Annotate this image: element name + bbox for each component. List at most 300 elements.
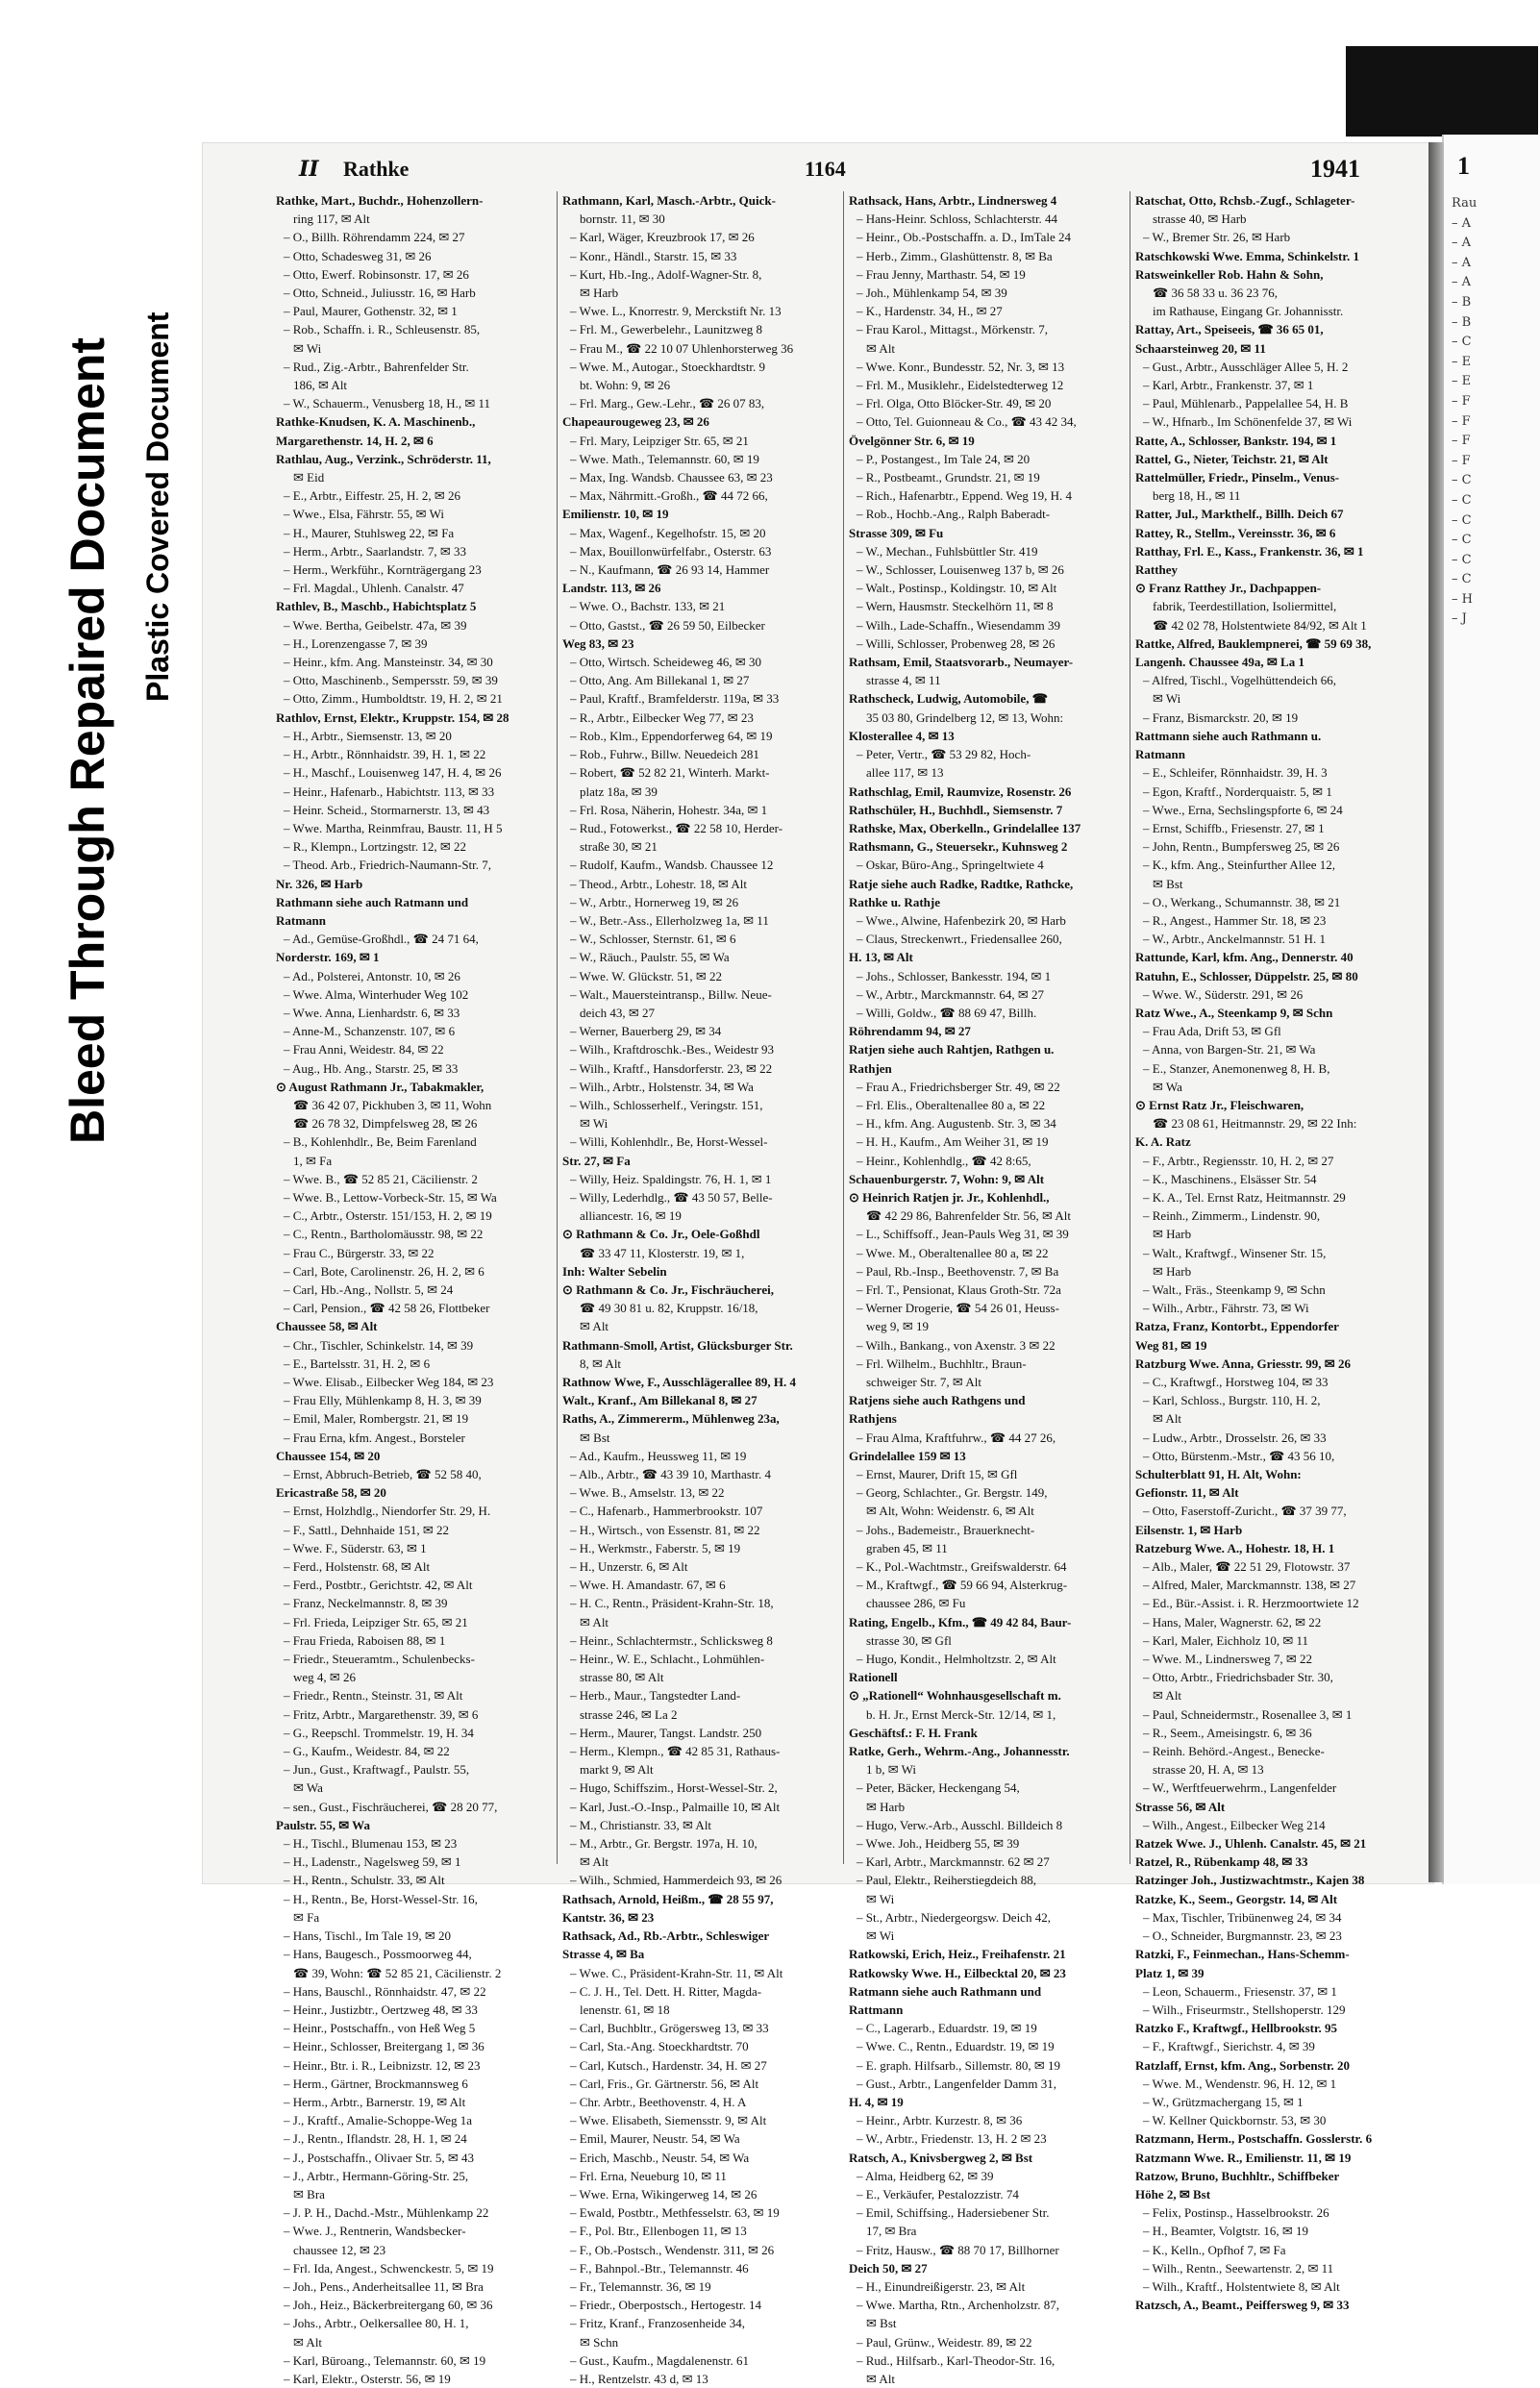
directory-entry-line: – Wwe. Alma, Winterhuder Weg 102 — [284, 986, 469, 1002]
directory-entry-line: ✉ Bst — [866, 2316, 897, 2331]
directory-entry-line: – W., Schauerm., Venusberg 18, H., ✉ 11 — [284, 396, 491, 411]
directory-entry-line: – Wilh., Friseurmstr., Stellshoperstr. 129 — [1143, 2002, 1346, 2017]
directory-entry-line: Ratzeburg Wwe. A., Hohestr. 18, H. 1 — [1135, 1540, 1335, 1555]
directory-entry-line: Ratzko F., Kraftwgf., Hellbrookstr. 95 — [1135, 2021, 1338, 2036]
directory-entry-line: Landstr. 113, ✉ 26 — [562, 581, 661, 596]
directory-entry-line: – Franz, Neckelmannstr. 8, ✉ 39 — [284, 1596, 448, 1611]
directory-entry-line: Rating, Engelb., Kfm., ☎ 49 42 84, Baur- — [849, 1614, 1072, 1629]
directory-entry-line: – C., Arbtr., Osterstr. 151/153, H. 2, ✉ 19 — [284, 1208, 492, 1224]
directory-entry-line: ✉ Alt, Wohn: Weidenstr. 6, ✉ Alt — [866, 1504, 1034, 1519]
directory-entry-line: – Frau Frieda, Raboisen 88, ✉ 1 — [284, 1632, 446, 1648]
directory-entry-line: ✉ Alt — [580, 1319, 609, 1334]
directory-entry-line: Rathlau, Aug., Verzink., Schröderstr. 11, — [276, 451, 491, 466]
directory-entry-line: Ratzmann, Herm., Postschaffn. Gosslerstr. 6 — [1135, 2131, 1373, 2147]
directory-entry-line: – E. graph. Hilfsarb., Sillemstr. 80, ✉ 19 — [857, 2057, 1061, 2073]
directory-entry-line: – R., Angest., Hammer Str. 18, ✉ 23 — [1143, 912, 1327, 928]
directory-entry-line: Ratjens siehe auch Rathgens und — [849, 1393, 1026, 1408]
directory-entry-line: – Walt., Postinsp., Koldingstr. 10, ✉ Alt — [857, 581, 1057, 596]
directory-entry-line: – Frl. Elis., Oberaltenallee 80 a, ✉ 22 — [857, 1097, 1046, 1112]
directory-entry-line: – Kurt, Hb.-Ing., Adolf-Wagner-Str. 8, — [570, 266, 762, 282]
directory-entry-line: – Wwe. Martha, Rtn., Archenholzstr. 87, — [857, 2298, 1059, 2313]
directory-entry-line: strasse 4, ✉ 11 — [866, 673, 941, 688]
directory-entry-line: Raths, A., Zimmererm., Mühlenweg 23a, — [562, 1411, 780, 1427]
directory-entry-line: 8, ✉ Alt — [580, 1356, 622, 1371]
directory-entry-line: – Johs., Arbtr., Oelkersallee 80, H. 1, — [284, 2316, 469, 2331]
directory-entry-line: lenenstr. 61, ✉ 18 — [580, 2002, 670, 2017]
directory-entry-line: – Karl, Arbtr., Marckmannstr. 62 ✉ 27 — [857, 1854, 1050, 1870]
fragment-line: – C — [1452, 473, 1472, 488]
directory-entry-line: – Wwe. Martha, Reinmfrau, Baustr. 11, H 5 — [284, 820, 503, 835]
directory-entry-line: ✉ Bst — [1153, 876, 1183, 891]
directory-entry-line: – Wwe. W. Glückstr. 51, ✉ 22 — [570, 968, 722, 983]
directory-entry-line: – P., Postangest., Im Tale 24, ✉ 20 — [857, 451, 1031, 466]
directory-entry-line: ✉ Wi — [866, 1928, 895, 1944]
directory-entry-line: – R., Klempn., Lortzingstr. 12, ✉ 22 — [284, 839, 466, 855]
directory-entry-line: – F., Kraftwgf., Sierichstr. 4, ✉ 39 — [1143, 2039, 1315, 2054]
directory-entry-line: – Ernst, Maurer, Drift 15, ✉ Gfl — [857, 1467, 1018, 1482]
directory-entry-line: – Wwe. Anna, Lienhardstr. 6, ✉ 33 — [284, 1005, 460, 1020]
directory-entry-line: – Gust., Arbtr., Langenfelder Damm 31, — [857, 2076, 1056, 2091]
directory-entry-line: Övelgönner Str. 6, ✉ 19 — [849, 433, 975, 448]
directory-entry-line: – H., Lorenzengasse 7, ✉ 39 — [284, 635, 428, 651]
directory-entry-line: – W., Arbtr., Friedenstr. 13, H. 2 ✉ 23 — [857, 2131, 1047, 2147]
directory-entry-line: ✉ Alt — [866, 2371, 896, 2386]
plastic-covered-label: Plastic Covered Document — [140, 311, 175, 702]
directory-entry-line: Ericastraße 58, ✉ 20 — [276, 1485, 386, 1501]
directory-entry-line: – F., Bahnpol.-Btr., Telemannstr. 46 — [570, 2260, 749, 2276]
directory-entry-line: – Hans, Baugesch., Possmoorweg 44, — [284, 1947, 472, 1962]
directory-entry-line: Gefionstr. 11, ✉ Alt — [1135, 1485, 1239, 1501]
directory-entry-line: ☎ 42 29 86, Bahrenfelder Str. 56, ✉ Alt — [866, 1208, 1072, 1224]
directory-entry-line: – Alb., Maler, ☎ 22 51 29, Flotowstr. 37 — [1143, 1559, 1351, 1575]
directory-entry-line: – G., Reepschl. Trommelstr. 19, H. 34 — [284, 1725, 474, 1740]
directory-entry-line: – Frau M., ☎ 22 10 07 Uhlenhorsterweg 36 — [570, 340, 794, 356]
directory-entry-line: ✉ Eid — [293, 470, 325, 485]
directory-entry-line: – Willy, Heiz. Spaldingstr. 76, H. 1, ✉ 1 — [570, 1171, 772, 1186]
directory-entry-line: – Otto, Wirtsch. Scheideweg 46, ✉ 30 — [570, 655, 761, 670]
directory-entry-line: Ratzow, Bruno, Buchhltr., Schiffbeker — [1135, 2168, 1340, 2183]
directory-entry-line: Rathsack, Ad., Rb.-Arbtr., Schleswiger — [562, 1928, 770, 1944]
page-shadow — [1428, 142, 1444, 1882]
directory-entry-line: Rathlev, B., Maschb., Habichtsplatz 5 — [276, 599, 477, 614]
directory-entry-line: ☎ 26 78 32, Dimpfelsweg 28, ✉ 26 — [293, 1116, 478, 1132]
directory-entry-line: – Alb., Arbtr., ☎ 43 39 10, Marthastr. 4 — [570, 1467, 772, 1482]
directory-entry-line: – Ewald, Postbtr., Methfesselstr. 63, ✉ 19 — [570, 2205, 780, 2221]
directory-entry-line: Chapeaurougeweg 23, ✉ 26 — [562, 414, 709, 430]
directory-entry-line: allee 117, ✉ 13 — [866, 765, 944, 781]
directory-entry-line: ✉ Alt — [1153, 1411, 1182, 1427]
fragment-line: – B — [1452, 294, 1472, 310]
directory-entry-line: – H., Wirtsch., von Essenstr. 81, ✉ 22 — [570, 1522, 760, 1537]
directory-entry-line: – F., Pol. Btr., Ellenbogen 11, ✉ 13 — [570, 2224, 747, 2239]
directory-entry-line: – Wwe. Elisabeth, Siemensstr. 9, ✉ Alt — [570, 2113, 767, 2128]
page-number: 1164 — [805, 157, 846, 181]
directory-entry-line: – Otto, Bürstenm.-Mstr., ☎ 43 56 10, — [1143, 1448, 1335, 1463]
column-1 — [276, 191, 553, 2386]
directory-entry-line: ✉ Fa — [293, 1909, 320, 1925]
directory-entry-line: Rattelmüller, Friedr., Pinselm., Venus- — [1135, 470, 1340, 485]
directory-entry-line: – Herb., Zimm., Glashüttenstr. 8, ✉ Ba — [857, 248, 1053, 263]
directory-entry-line: – W., Schlosser, Sternstr. 61, ✉ 6 — [570, 932, 736, 947]
directory-entry-line: – Paul, Rb.-Insp., Beethovenstr. 7, ✉ Ba — [857, 1263, 1059, 1279]
directory-entry-line: berg 18, H., ✉ 11 — [1153, 488, 1241, 504]
directory-entry-line: – W., Arbtr., Hornerweg 19, ✉ 26 — [570, 894, 739, 909]
section-number: II — [299, 157, 319, 182]
directory-entry-line: – O., Werkang., Schumannstr. 38, ✉ 21 — [1143, 894, 1341, 909]
directory-entry-line: – C., Rentn., Bartholomäusstr. 98, ✉ 22 — [284, 1227, 484, 1242]
directory-entry-line: – J., Kraftf., Amalie-Schoppe-Weg 1a — [284, 2113, 473, 2128]
directory-entry-line: – Wilh., Schmied, Hammerdeich 93, ✉ 26 — [570, 1873, 782, 1888]
fragment-line: – A — [1452, 275, 1472, 290]
directory-entry-line: – Carl, Hb.-Ang., Nollstr. 5, ✉ 24 — [284, 1281, 454, 1297]
directory-entry-line: – Wilh., Arbtr., Holstenstr. 34, ✉ Wa — [570, 1079, 754, 1094]
directory-entry-line: fabrik, Teerdestillation, Isoliermittel, — [1153, 599, 1337, 614]
directory-entry-line: – Wwe. F., Süderstr. 63, ✉ 1 — [284, 1540, 427, 1555]
directory-entry-line: – Otto, Schadesweg 31, ✉ 26 — [284, 248, 432, 263]
directory-entry-line: ☎ 36 58 33 u. 36 23 76, — [1153, 286, 1278, 301]
fragment-line: – C — [1452, 335, 1472, 350]
directory-entry-line: – Gust., Arbtr., Ausschläger Allee 5, H. 2 — [1143, 359, 1349, 374]
directory-entry-line: – H., Ladenstr., Nagelsweg 59, ✉ 1 — [284, 1854, 461, 1870]
directory-entry-line: – Heinr., Arbtr. Kurzestr. 8, ✉ 36 — [857, 2113, 1023, 2128]
next-page-fragment — [1442, 135, 1540, 1884]
fragment-line: – C — [1452, 533, 1472, 548]
directory-entry-line: Rathjens — [849, 1411, 897, 1427]
directory-entry-line: – Carl, Kutsch., Hardenstr. 34, H. ✉ 27 — [570, 2057, 767, 2073]
directory-entry-line: Ratza, Franz, Kontorbt., Eppendorfer — [1135, 1319, 1339, 1334]
directory-entry-line: ✉ Wi — [1153, 691, 1181, 707]
directory-entry-line: – Max, Wagenf., Kegelhofstr. 15, ✉ 20 — [570, 525, 766, 540]
directory-entry-line: – K., Kelln., Opfhof 7, ✉ Fa — [1143, 2242, 1286, 2257]
directory-entry-line: – Wwe. Konr., Bundesstr. 52, Nr. 3, ✉ 13 — [857, 359, 1065, 374]
directory-entry-line: – Wwe. C., Rentn., Eduardstr. 19, ✉ 19 — [857, 2039, 1055, 2054]
directory-entry-line: – Wwe. M., Oberaltenallee 80 a, ✉ 22 — [857, 1245, 1049, 1260]
directory-entry-line: – H., Maschf., Louisenweg 147, H. 4, ✉ 26 — [284, 765, 502, 781]
directory-entry-line: – J. P. H., Dachd.-Mstr., Mühlenkamp 22 — [284, 2205, 489, 2221]
directory-entry-line: – Reinh. Behörd.-Angest., Benecke- — [1143, 1744, 1325, 1759]
directory-entry-line: – Willy, Lederhdlg., ☎ 43 50 57, Belle- — [570, 1189, 773, 1205]
directory-entry-line: Norderstr. 169, ✉ 1 — [276, 950, 380, 965]
directory-entry-line: – Frl. Erna, Neueburg 10, ✉ 11 — [570, 2168, 727, 2183]
directory-entry-line: Ratthey — [1135, 562, 1179, 578]
directory-entry-line: – Frl. M., Musiklehr., Eidelstedterweg 12 — [857, 378, 1064, 393]
directory-entry-line: – Peter, Bäcker, Heckengang 54, — [857, 1780, 1020, 1796]
column-4 — [1135, 191, 1412, 2313]
directory-entry-line: Emilienstr. 10, ✉ 19 — [562, 507, 669, 522]
directory-entry-line: – Fritz, Arbtr., Margarethenstr. 39, ✉ 6 — [284, 1706, 479, 1722]
directory-entry-line: b. H. Jr., Ernst Merck-Str. 12/14, ✉ 1, — [866, 1706, 1056, 1722]
directory-entry-line: Ratkowsky Wwe. H., Eilbecktal 20, ✉ 23 — [849, 1965, 1066, 1980]
directory-entry-line: – Theod., Arbtr., Lohestr. 18, ✉ Alt — [570, 876, 747, 891]
directory-entry-line: ☎ 33 47 11, Klosterstr. 19, ✉ 1, — [580, 1245, 745, 1260]
directory-entry-line: Langenh. Chaussee 49a, ✉ La 1 — [1135, 655, 1304, 670]
directory-entry-line: Rattmann — [849, 2002, 904, 2017]
directory-entry-line: ⊙ August Rathmann Jr., Tabakmakler, — [276, 1079, 484, 1094]
directory-entry-line: – Walt., Mauersteintransp., Billw. Neue- — [570, 986, 772, 1002]
directory-entry-line: – Paul, Maurer, Gothenstr. 32, ✉ 1 — [284, 304, 458, 319]
directory-entry-line: – Wwe. M., Autogar., Stoeckhardtstr. 9 — [570, 359, 766, 374]
directory-entry-line: – Carl, Pension., ☎ 42 58 26, Flottbeker — [284, 1301, 490, 1316]
directory-entry-line: – Emil, Maler, Rombergstr. 21, ✉ 19 — [284, 1411, 469, 1427]
directory-entry-line: – W., Arbtr., Anckelmannstr. 51 H. 1 — [1143, 932, 1326, 947]
directory-entry-line: Rattunde, Karl, kfm. Ang., Dennerstr. 40 — [1135, 950, 1354, 965]
directory-entry-line: – C., Kraftwgf., Horstweg 104, ✉ 33 — [1143, 1375, 1329, 1389]
directory-entry-line: – E., Bartelsstr. 31, H. 2, ✉ 6 — [284, 1356, 431, 1371]
directory-entry-line: strasse 40, ✉ Harb — [1153, 211, 1247, 227]
directory-entry-line: – F., Sattl., Dehnhaide 151, ✉ 22 — [284, 1522, 449, 1537]
directory-entry-line: – Otto, Tel. Guionneau & Co., ☎ 43 42 34, — [857, 414, 1077, 430]
directory-entry-line: ✉ Bst — [580, 1430, 610, 1445]
directory-entry-line: Ratkowski, Erich, Heiz., Freihafenstr. 21 — [849, 1947, 1066, 1962]
directory-entry-line: – Wwe. Bertha, Geibelstr. 47a, ✉ 39 — [284, 617, 467, 633]
directory-entry-line: Ratter, Jul., Markthelf., Billh. Deich 67 — [1135, 507, 1344, 522]
directory-entry-line: Rationell — [849, 1670, 898, 1685]
directory-entry-line: – Emil, Maurer, Neustr. 54, ✉ Wa — [570, 2131, 740, 2147]
directory-entry-line: – Karl, Elektr., Osterstr. 56, ✉ 19 — [284, 2371, 451, 2386]
directory-entry-line: – W., Grützmachergang 15, ✉ 1 — [1143, 2094, 1304, 2109]
directory-entry-line: – Frl. Olga, Otto Blöcker-Str. 49, ✉ 20 — [857, 396, 1052, 411]
directory-entry-line: – Paul, Schneidermstr., Rosenallee 3, ✉ 1 — [1143, 1706, 1353, 1722]
directory-entry-line: ✉ Wi — [293, 340, 322, 356]
directory-entry-line: – Karl, Maler, Eichholz 10, ✉ 11 — [1143, 1632, 1308, 1648]
directory-entry-line: – Otto, Ewerf. Robinsonstr. 17, ✉ 26 — [284, 266, 469, 282]
directory-entry-line: ⊙ Heinrich Ratjen jr. Jr., Kohlenhdl., — [849, 1189, 1050, 1205]
directory-entry-line: – Rich., Hafenarbtr., Eppend. Weg 19, H. 4 — [857, 488, 1072, 504]
directory-entry-line: – G., Kaufm., Weidestr. 84, ✉ 22 — [284, 1744, 450, 1759]
directory-entry-line: Ratje siehe auch Radke, Radtke, Rathcke, — [849, 876, 1074, 891]
directory-entry-line: – Ferd., Holstenstr. 68, ✉ Alt — [284, 1559, 431, 1575]
directory-entry-line: Rathschlag, Emil, Raumvize, Rosenstr. 26 — [849, 784, 1072, 799]
directory-entry-line: – N., Kaufmann, ☎ 26 93 14, Hammer — [570, 562, 770, 578]
directory-entry-line: ✉ Wa — [293, 1780, 323, 1796]
directory-entry-line: – Theod. Arb., Friedrich-Naumann-Str. 7, — [284, 858, 492, 873]
directory-entry-line: Ratzsch, A., Beamt., Peiffersweg 9, ✉ 33 — [1135, 2298, 1350, 2313]
directory-entry-line: – K., Maschinens., Elsässer Str. 54 — [1143, 1171, 1317, 1186]
directory-entry-line: – Willi, Kohlenhdlr., Be, Horst-Wessel- — [570, 1134, 768, 1150]
directory-entry-line: – Heinr. Scheid., Stormarnerstr. 13, ✉ 43 — [284, 802, 490, 817]
directory-entry-line: Schauenburgerstr. 7, Wohn: 9, ✉ Alt — [849, 1171, 1045, 1186]
directory-entry-line: Ratzburg Wwe. Anna, Griesstr. 99, ✉ 26 — [1135, 1356, 1351, 1371]
directory-entry-line: ☎ 39, Wohn: ☎ 52 85 21, Cäcilienstr. 2 — [293, 1965, 502, 1980]
directory-entry-line: – Heinr., Hafenarb., Habichtstr. 113, ✉ 33 — [284, 784, 495, 799]
directory-entry-line: – Karl, Just.-O.-Insp., Palmaille 10, ✉ Alt — [570, 1799, 781, 1814]
directory-entry-line: Höhe 2, ✉ Bst — [1135, 2186, 1211, 2201]
directory-entry-line: – Heinr., Schlosser, Breitergang 1, ✉ 36 — [284, 2039, 484, 2054]
directory-entry-line: – Frau Elly, Mühlenkamp 8, H. 3, ✉ 39 — [284, 1393, 482, 1408]
directory-entry-line: – W., Arbtr., Marckmannstr. 64, ✉ 27 — [857, 986, 1045, 1002]
directory-entry-line: Ratzlaff, Ernst, kfm. Ang., Sorbenstr. 20 — [1135, 2057, 1351, 2073]
directory-entry-line: 1 b, ✉ Wi — [866, 1762, 917, 1778]
directory-entry-line: – H., Einundreißigerstr. 23, ✉ Alt — [857, 2278, 1026, 2294]
directory-entry-line: – H., Beamter, Volgtstr. 16, ✉ 19 — [1143, 2224, 1309, 2239]
directory-entry-line: – Wilh., Kraftf., Hansdorferstr. 23, ✉ 22 — [570, 1060, 773, 1076]
directory-entry-line: – Otto, Schneid., Juliusstr. 16, ✉ Harb — [284, 286, 476, 301]
directory-entry-line: – Carl, Fris., Gr. Gärtnerstr. 56, ✉ Alt — [570, 2076, 759, 2091]
directory-entry-line: – Hans, Maler, Wagnerstr. 62, ✉ 22 — [1143, 1614, 1322, 1629]
directory-entry-line: – Frau Erna, kfm. Angest., Borsteler — [284, 1430, 465, 1445]
directory-entry-line: Ratzmann Wwe. R., Emilienstr. 11, ✉ 19 — [1135, 2150, 1352, 2165]
directory-entry-line: – Alfred, Tischl., Vogelhüttendeich 66, — [1143, 673, 1337, 688]
directory-entry-line: – Friedr., Oberpostsch., Hertogestr. 14 — [570, 2298, 761, 2313]
directory-entry-line: – Wwe. L., Knorrestr. 9, Merckstift Nr. 13 — [570, 304, 782, 319]
directory-entry-line: Rattmann siehe auch Rathmann u. — [1135, 728, 1322, 743]
directory-entry-line: K. A. Ratz — [1135, 1134, 1191, 1150]
directory-entry-line: – Herm., Werkführ., Kornträgergang 23 — [284, 562, 482, 578]
directory-entry-line: – St., Arbtr., Niedergeorgsw. Deich 42, — [857, 1909, 1051, 1925]
directory-entry-line: – E., Arbtr., Eiffestr. 25, H. 2, ✉ 26 — [284, 488, 460, 504]
directory-entry-line: – Wilh., Schlosserhelf., Veringstr. 151, — [570, 1097, 763, 1112]
directory-entry-line: ✉ Alt — [580, 1854, 609, 1870]
directory-entry-line: Str. 27, ✉ Fa — [562, 1153, 631, 1168]
column-3 — [849, 191, 1126, 2386]
directory-entry-line: – M., Arbtr., Gr. Bergstr. 197a, H. 10, — [570, 1836, 758, 1852]
directory-entry-line: – Ad., Polsterei, Antonstr. 10, ✉ 26 — [284, 968, 460, 983]
directory-entry-line: – H., kfm. Ang. Augustenb. Str. 3, ✉ 34 — [857, 1116, 1056, 1132]
directory-entry-line: – Frl. Rosa, Näherin, Hohestr. 34a, ✉ 1 — [570, 802, 768, 817]
directory-entry-line: – Wwe. Joh., Heidberg 55, ✉ 39 — [857, 1836, 1020, 1852]
directory-entry-line: – Karl, Arbtr., Frankenstr. 37, ✉ 1 — [1143, 378, 1314, 393]
directory-entry-line: – M., Kraftwgf., ☎ 59 66 94, Alsterkrug- — [857, 1578, 1068, 1593]
directory-entry-line: – H., Tischl., Blumenau 153, ✉ 23 — [284, 1836, 458, 1852]
directory-entry-line: Ratzel, R., Rübenkamp 48, ✉ 33 — [1135, 1854, 1308, 1870]
directory-entry-line: Walt., Kranf., Am Billekanal 8, ✉ 27 — [562, 1393, 758, 1408]
directory-entry-line: – Frau C., Bürgerstr. 33, ✉ 22 — [284, 1245, 435, 1260]
directory-entry-line: Ratuhn, E., Schlosser, Düppelstr. 25, ✉ 80 — [1135, 968, 1358, 983]
directory-entry-line: Strasse 4, ✉ Ba — [562, 1947, 645, 1962]
directory-entry-line: – Georg, Schlachter., Gr. Bergstr. 149, — [857, 1485, 1048, 1501]
directory-entry-line: – Hugo, Schiffszim., Horst-Wessel-Str. 2, — [570, 1780, 778, 1796]
directory-entry-line: bt. Wohn: 9, ✉ 26 — [580, 378, 671, 393]
directory-entry-line: – Herm., Klempn., ☎ 42 85 31, Rathaus- — [570, 1744, 781, 1759]
directory-entry-line: – Wilh., Bankang., von Axenstr. 3 ✉ 22 — [857, 1337, 1056, 1353]
directory-entry-line: – Frau Alma, Kraftfuhrw., ☎ 44 27 26, — [857, 1430, 1056, 1445]
directory-entry-line: H. 13, ✉ Alt — [849, 950, 913, 965]
directory-entry-line: – F., Ob.-Postsch., Wendenstr. 311, ✉ 26 — [570, 2242, 775, 2257]
directory-entry-line: – Fritz, Kranf., Franzosenheide 34, — [570, 2316, 745, 2331]
directory-entry-line: – L., Schiffsoff., Jean-Pauls Weg 31, ✉ 39 — [857, 1227, 1069, 1242]
directory-entry-line: – Paul, Kraftf., Bramfelderstr. 119a, ✉ 33 — [570, 691, 780, 707]
directory-entry-line: Rathske, Max, Oberkelln., Grindelallee 137 — [849, 820, 1081, 835]
directory-entry-line: – Wwe. B., Amselstr. 13, ✉ 22 — [570, 1485, 725, 1501]
directory-entry-line: 186, ✉ Alt — [293, 378, 348, 393]
directory-entry-line: ☎ 49 30 81 u. 82, Kruppstr. 16/18, — [580, 1301, 758, 1316]
fragment-line: – A — [1452, 236, 1472, 251]
directory-entry-line: – R., Arbtr., Eilbecker Weg 77, ✉ 23 — [570, 709, 754, 725]
directory-entry-line: – Joh., Mühlenkamp 54, ✉ 39 — [857, 286, 1007, 301]
directory-entry-line: – W., Mechan., Fuhlsbüttler Str. 419 — [857, 543, 1038, 559]
directory-entry-line: – Wilh., Arbtr., Fährstr. 73, ✉ Wi — [1143, 1301, 1309, 1316]
directory-entry-line: – Otto, Faserstoff-Zuricht., ☎ 37 39 77, — [1143, 1504, 1347, 1519]
directory-entry-line: Rathlov, Ernst, Elektr., Kruppstr. 154, ✉ 28 — [276, 709, 509, 725]
directory-entry-line: – Hans-Heinr. Schloss, Schlachterstr. 44 — [857, 211, 1058, 227]
fragment-line: – A — [1452, 215, 1472, 231]
directory-entry-line: Weg 83, ✉ 23 — [562, 635, 634, 651]
directory-entry-line: – Rud., Zig.-Arbtr., Bahrenfelder Str. — [284, 359, 469, 374]
directory-entry-line: – Rudolf, Kaufm., Wandsb. Chaussee 12 — [570, 858, 774, 873]
directory-entry-line: – Wwe. O., Bachstr. 133, ✉ 21 — [570, 599, 726, 614]
directory-entry-line: Strasse 56, ✉ Alt — [1135, 1799, 1226, 1814]
directory-entry-line: Rathnow Wwe, F., Ausschlägerallee 89, H. 4 — [562, 1375, 797, 1389]
directory-entry-line: – Rob., Hochb.-Ang., Ralph Baberadt- — [857, 507, 1051, 522]
directory-entry-line: im Rathause, Eingang Gr. Johannisstr. — [1153, 304, 1344, 319]
directory-entry-line: – Franz, Bismarckstr. 20, ✉ 19 — [1143, 709, 1299, 725]
directory-entry-line: ⊙ Rathmann & Co. Jr., Oele-Goßhdl — [562, 1227, 760, 1242]
directory-entry-line: – E., Schleifer, Rönnhaidstr. 39, H. 3 — [1143, 765, 1328, 781]
directory-entry-line: – Herm., Arbtr., Barnerstr. 19, ✉ Alt — [284, 2094, 466, 2109]
directory-entry-line: ✉ Schn — [580, 2334, 619, 2350]
directory-entry-line: – Wwe., Alwine, Hafenbezirk 20, ✉ Harb — [857, 912, 1066, 928]
directory-entry-line: ✉ Harb — [866, 1799, 906, 1814]
directory-entry-line: Rathjen — [849, 1060, 892, 1076]
directory-entry-line: Ratthay, Frl. E., Kass., Frankenstr. 36, ✉ 1 — [1135, 543, 1364, 559]
directory-entry-line: Rathmann, Karl, Masch.-Arbtr., Quick- — [562, 193, 776, 208]
directory-entry-line: Ratzinger Joh., Justizwachtmstr., Kajen 38 — [1135, 1873, 1365, 1888]
directory-entry-line: Margarethenstr. 14, H. 2, ✉ 6 — [276, 433, 434, 448]
directory-entry-line: – Wwe. Elisab., Eilbecker Weg 184, ✉ 23 — [284, 1375, 494, 1389]
directory-entry-line: – Leon, Schauerm., Friesenstr. 37, ✉ 1 — [1143, 1983, 1337, 1999]
directory-entry-line: Ratz Wwe., A., Steenkamp 9, ✉ Schn — [1135, 1005, 1333, 1020]
directory-entry-line: – H., Rentn., Be, Horst-Wessel-Str. 16, — [284, 1891, 478, 1906]
directory-entry-line: – Willi, Goldw., ☎ 88 69 47, Billh. — [857, 1005, 1037, 1020]
directory-entry-line: – R., Postbeamt., Grundstr. 21, ✉ 19 — [857, 470, 1040, 485]
directory-entry-line: – Heinr., Justizbtr., Oertzweg 48, ✉ 33 — [284, 2002, 478, 2017]
directory-entry-line: – Peter, Vertr., ☎ 53 29 82, Hoch- — [857, 747, 1031, 762]
directory-entry-line: Rathke-Knudsen, K. A. Maschinenb., — [276, 414, 476, 430]
directory-entry-line: – K., kfm. Ang., Steinfurther Allee 12, — [1143, 858, 1336, 873]
directory-entry-line: ⊙ Franz Ratthey Jr., Dachpappen- — [1135, 581, 1322, 596]
directory-entry-line: – Fritz, Hausw., ☎ 88 70 17, Billhorner — [857, 2242, 1059, 2257]
directory-entry-line: – Gust., Kaufm., Magdalenenstr. 61 — [570, 2352, 749, 2368]
directory-entry-line: – Egon, Kraftf., Norderquaistr. 5, ✉ 1 — [1143, 784, 1332, 799]
directory-entry-line: – Hugo, Verw.-Arb., Ausschl. Billdeich 8 — [857, 1817, 1063, 1832]
directory-entry-line: ⊙ „Rationell“ Wohnhausgesellschaft m. — [849, 1688, 1061, 1704]
directory-entry-line: – Ernst, Holzhdlg., Niendorfer Str. 29, H. — [284, 1504, 491, 1519]
directory-entry-line: – Ed., Bür.-Assist. i. R. Herzmoortwiete 12 — [1143, 1596, 1359, 1611]
directory-entry-line: – Rob., Fuhrw., Billw. Neuedeich 281 — [570, 747, 759, 762]
header-surname: Rathke — [343, 157, 410, 181]
directory-entry-line: – Herm., Maurer, Tangst. Landstr. 250 — [570, 1725, 762, 1740]
directory-entry-line: – Erich, Maschb., Neustr. 54, ✉ Wa — [570, 2150, 750, 2165]
directory-entry-line: – Walt., Kraftwgf., Winsener Str. 15, — [1143, 1245, 1327, 1260]
directory-entry-line: – K., Pol.-Wachtmstr., Greifswalderstr. 64 — [857, 1559, 1067, 1575]
directory-entry-line: ✉ Alt — [866, 340, 896, 356]
directory-entry-line: – Frau Ada, Drift 53, ✉ Gfl — [1143, 1024, 1281, 1039]
directory-entry-line: Röhrendamm 94, ✉ 27 — [849, 1024, 971, 1039]
directory-entry-line: – W., Werftfeuerwehrm., Langenfelder — [1143, 1780, 1337, 1796]
directory-entry-line: – Carl, Buchbltr., Grögersweg 13, ✉ 33 — [570, 2021, 769, 2036]
directory-entry-line: – Frl. T., Pensionat, Klaus Groth-Str. 72a — [857, 1281, 1061, 1297]
directory-entry-line: – J., Rentn., Iflandstr. 28, H. 1, ✉ 24 — [284, 2131, 467, 2147]
directory-entry-line: weg 4, ✉ 26 — [293, 1670, 357, 1685]
directory-entry-line: – Anne-M., Schanzenstr. 107, ✉ 6 — [284, 1024, 456, 1039]
directory-entry-line: – Heinr., W. E., Schlacht., Lohmühlen- — [570, 1652, 765, 1667]
directory-entry-line: ✉ Alt — [580, 1614, 609, 1629]
directory-entry-line: Rattke, Alfred, Bauklempnerei, ☎ 59 69 38, — [1135, 635, 1372, 651]
directory-entry-line: – Frl. Ida, Angest., Schwenckestr. 5, ✉ 19 — [284, 2260, 494, 2276]
directory-entry-line: – Karl, Schloss., Burgstr. 110, H. 2, — [1143, 1393, 1321, 1408]
directory-entry-line: – C., Hafenarb., Hammerbrookstr. 107 — [570, 1504, 763, 1519]
side-labels — [0, 0, 202, 2093]
directory-entry-line: – O., Schneider, Burgmannstr. 23, ✉ 23 — [1143, 1928, 1342, 1944]
directory-entry-line: – Rud., Fotowerkst., ☎ 22 58 10, Herder- — [570, 820, 783, 835]
directory-entry-line: – John, Rentn., Bumpfersweg 25, ✉ 26 — [1143, 839, 1340, 855]
directory-entry-line: – J., Arbtr., Hermann-Göring-Str. 25, — [284, 2168, 469, 2183]
directory-entry-line: – Ad., Kaufm., Heussweg 11, ✉ 19 — [570, 1448, 747, 1463]
directory-entry-line: – Frau Jenny, Marthastr. 54, ✉ 19 — [857, 266, 1026, 282]
directory-entry-line: Grindelallee 159 ✉ 13 — [849, 1448, 966, 1463]
directory-entry-line: – W., Bremer Str. 26, ✉ Harb — [1143, 230, 1291, 245]
directory-entry-line: Geschäftsf.: F. H. Frank — [849, 1725, 978, 1740]
